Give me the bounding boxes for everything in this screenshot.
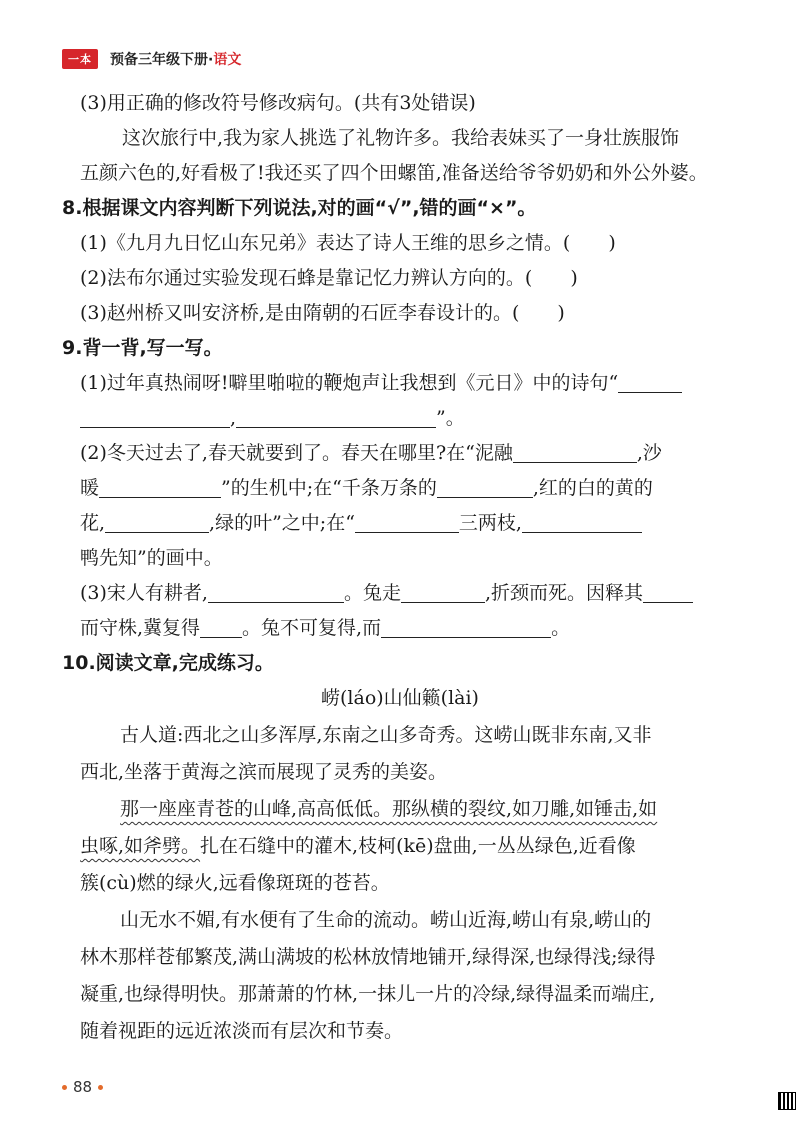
q7-3-instruction: (3)用正确的修改符号修改病句。(共有3处错误): [80, 92, 476, 114]
page-header: [62, 48, 241, 70]
answer-blank[interactable]: [437, 475, 533, 498]
q9-item2-text-g: ,绿的叶”之中;在“: [209, 512, 355, 534]
q9-item3-line2: [80, 613, 570, 643]
answer-blank[interactable]: [208, 580, 344, 603]
article-p2-line1: [120, 794, 657, 824]
page-number-text: 88: [73, 1078, 93, 1096]
answer-blank[interactable]: [522, 510, 642, 533]
q9-instruction: 背一背,写一写。: [82, 337, 223, 359]
q7-para-line2: 五颜六色的,好看极了!我还买了四个田螺笛,准备送给爷爷奶奶和外公外婆。: [80, 162, 708, 184]
q9-item1-line2: [80, 403, 465, 433]
wavy-underlined-text: 虫啄,如斧劈。: [80, 835, 201, 857]
subject-label: 语文: [213, 52, 242, 68]
q9-item3-text-b: 。兔走: [343, 582, 401, 604]
article-p1-line2: 西北,坐落于黄海之滨而展现了灵秀的美姿。: [80, 761, 448, 783]
publisher-logo: 一本: [62, 49, 98, 69]
article-p3-line4: 随着视距的远近浓淡而有层次和节奏。: [80, 1020, 404, 1042]
q9-item2-line4: 鸭先知”的画中。: [80, 547, 223, 569]
article-p2-line2: [80, 831, 636, 861]
q9-item1-comma: ,: [230, 407, 237, 429]
q9-item2-text-f: 花,: [80, 512, 106, 534]
q8-item-3[interactable]: (3)赵州桥又叫安济桥,是由隋朝的石匠李春设计的。( ): [80, 302, 565, 324]
article-p1-line1: 古人道:西北之山多浑厚,东南之山多奇秀。这崂山既非东南,又非: [120, 724, 652, 746]
book-title: [110, 49, 241, 69]
answer-blank[interactable]: [99, 475, 221, 498]
article-p3-line2: 林木那样苍郁繁茂,满山满坡的松林放情地铺开,绿得深,也绿得浅;绿得: [80, 946, 656, 968]
q9-heading: [62, 333, 223, 363]
q7-para-line1: 这次旅行中,我为家人挑选了礼物许多。我给表妹买了一身壮族服饰: [122, 127, 680, 149]
q9-item1-end: ”。: [436, 407, 465, 429]
q9-item1-line1: [80, 368, 682, 398]
article-p2-line3: 簇(cù)燃的绿火,远看像斑斑的苍苔。: [80, 872, 390, 894]
q8-item-2[interactable]: (2)法布尔通过实验发现石蜂是靠记忆力辨认方向的。( ): [80, 267, 578, 289]
q8-number: 8.: [62, 197, 83, 219]
q10-instruction: 阅读文章,完成练习。: [95, 652, 274, 674]
q9-item2-text-a: (2)冬天过去了,春天就要到了。春天在哪里?在“泥融: [80, 442, 513, 464]
q9-item3-text-a: (3)宋人有耕者,: [80, 582, 208, 604]
wavy-underlined-text: 那一座座青苍的山峰,高高低低。那纵横的裂纹,如刀雕,如锤击,如: [120, 798, 658, 820]
q9-item3-text-f: 。: [551, 617, 571, 639]
article-p3-line3: 凝重,也绿得明快。那萧萧的竹林,一抹儿一片的冷绿,绿得温柔而端庄,: [80, 983, 656, 1005]
answer-blank[interactable]: [513, 440, 637, 463]
q8-heading: [62, 193, 536, 223]
qr-code-icon: [778, 1092, 796, 1110]
q9-item3-text-e: 。兔不可复得,而: [242, 617, 382, 639]
answer-blank[interactable]: [618, 370, 682, 393]
q9-item2-line2: [80, 473, 653, 503]
q10-heading: [62, 648, 274, 678]
answer-blank[interactable]: [643, 580, 693, 603]
q8-instruction: 根据课文内容判断下列说法,对的画“√”,错的画“×”。: [82, 197, 537, 219]
page-number: [62, 1078, 103, 1096]
article-p2-line2-rest: 扎在石缝中的灌木,枝柯(kē)盘曲,一丛丛绿色,近看像: [200, 835, 636, 857]
q9-item3-text-d: 而守株,冀复得: [80, 617, 201, 639]
answer-blank[interactable]: [80, 405, 230, 428]
article-p3-line1: 山无水不媚,有水便有了生命的流动。崂山近海,崂山有泉,崂山的: [120, 909, 652, 931]
q9-item3-line1: [80, 578, 693, 608]
q9-item2-text-c: 暖: [80, 477, 100, 499]
q9-item2-text-d: ”的生机中;在“千条万条的: [221, 477, 437, 499]
q8-item-1[interactable]: (1)《九月九日忆山东兄弟》表达了诗人王维的思乡之情。( ): [80, 232, 616, 254]
q9-item1-text: (1)过年真热闹呀!噼里啪啦的鞭炮声让我想到《元日》中的诗句“: [80, 372, 619, 394]
answer-blank[interactable]: [381, 615, 551, 638]
bullet-dot-icon: [62, 1085, 67, 1090]
article-title: 崂(láo)山仙籁(lài): [321, 687, 479, 709]
q9-item2-text-e: ,红的白的黄的: [532, 477, 653, 499]
book-title-text: 预备三年级下册·: [110, 52, 214, 68]
q10-number: 10.: [62, 652, 96, 674]
answer-blank[interactable]: [236, 405, 436, 428]
answer-blank[interactable]: [105, 510, 209, 533]
answer-blank[interactable]: [355, 510, 459, 533]
answer-blank[interactable]: [200, 615, 242, 638]
q9-item2-text-h: 三两枝,: [458, 512, 522, 534]
bullet-dot-icon: [98, 1085, 103, 1090]
q9-item2-text-b: ,沙: [636, 442, 662, 464]
q9-item2-line1: [80, 438, 662, 468]
q9-item2-line3: [80, 508, 642, 538]
q9-item3-text-c: ,折颈而死。因释其: [484, 582, 644, 604]
q9-number: 9.: [62, 337, 83, 359]
answer-blank[interactable]: [401, 580, 485, 603]
